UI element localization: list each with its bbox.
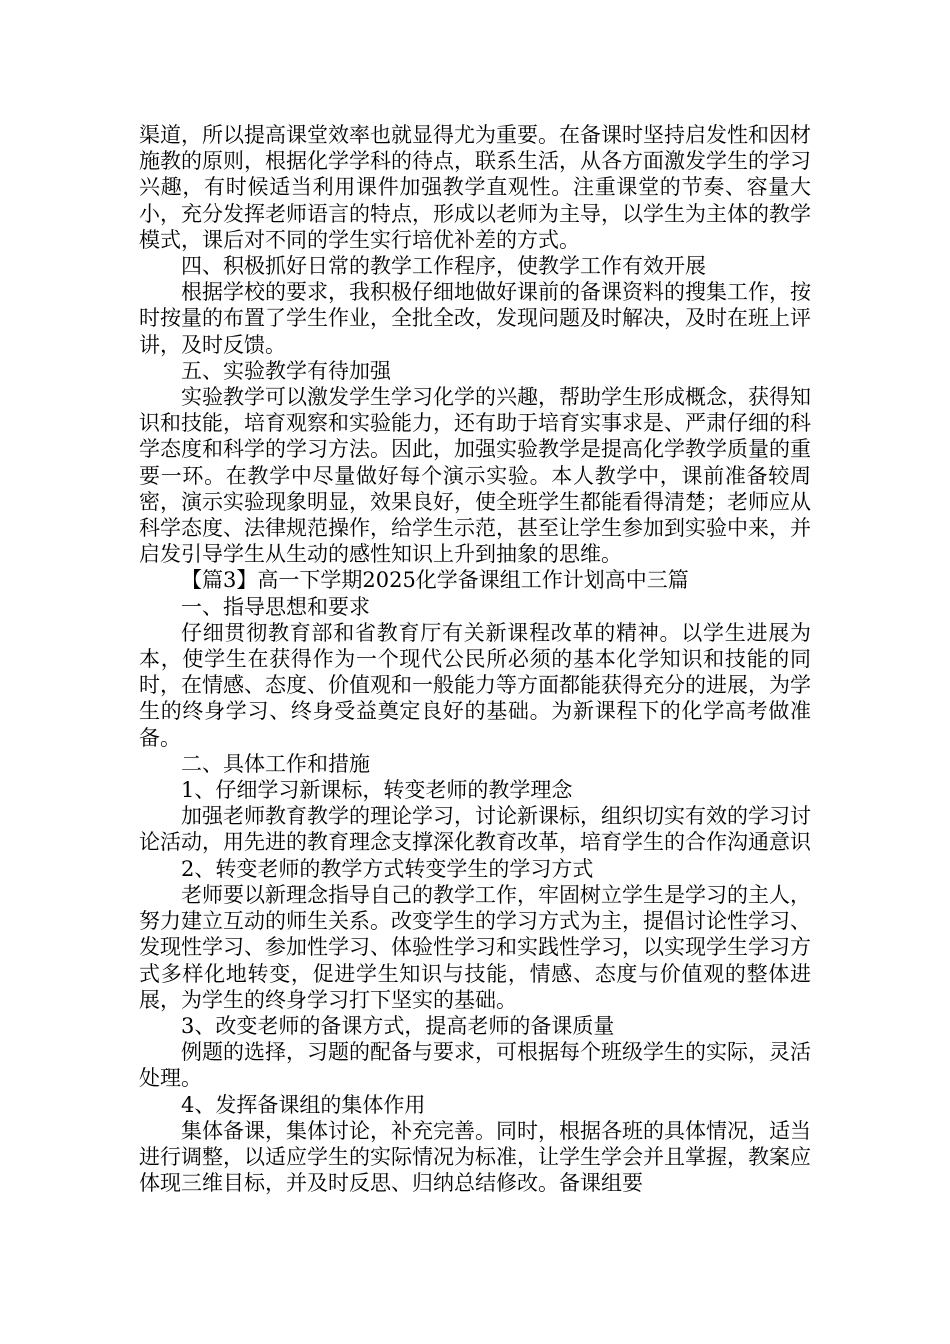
paragraph: 实验教学可以激发学生学习化学的兴趣，帮助学生形成概念，获得知识和技能，培育观察和实验能力，还有助于培育实事求是、严肃仔细的科学态度和科学的学习方法。因此，加强实验教学是提高化学教学质量的重要一环。在教学中尽量做好每个演示实验。本人教学中，课前准备较周密，演示实验现象明显，效果良好，使全班学生都能看得清楚；老师应从科学态度、法律规范操作，给学生示范，甚至让学生参加到实验中来，并启发引导学生从生动的感性知识上升到抽象的思维。 [139, 385, 811, 567]
section-heading: 五、实验教学有待加强 [181, 358, 391, 383]
subsection-heading: 3、改变老师的备课方式，提高老师的备课质量 [181, 1013, 615, 1038]
section-heading: 一、指导思想和要求 [181, 594, 370, 619]
paragraph: 仔细贯彻教育部和省教育厅有关新课程改革的精神。以学生进展为本，使学生在获得作为一个现代公民所必须的基本化学知识和技能的同时，在情感、态度、价值观和一般能力等方面都能获得充分的进展，为学生的终身学习、终身受益奠定良好的基础。为新课程下的化学高考做准备。 [139, 620, 811, 750]
section-heading: 二、具体工作和措施 [181, 751, 370, 776]
paragraph: 根据学校的要求，我积极仔细地做好课前的备课资料的搜集工作，按时按量的布置了学生作业，全批全改，发现问题及时解决，及时在班上评讲，及时反馈。 [139, 280, 811, 357]
paragraph: 老师要以新理念指导自己的教学工作，牢固树立学生是学习的主人，努力建立互动的师生关系。改变学生的学习方式为主，提倡讨论性学习、发现性学习、参加性学习、体验性学习和实践性学习，以实现学生学习方式多样化地转变，促进学生知识与技能，情感、态度与价值观的整体进展，为学生的终身学习打下坚实的基础。 [139, 882, 811, 1012]
paragraph: 集体备课，集体讨论，补充完善。同时，根据各班的具体情况，适当进行调整，以适应学生的实际情况为标准，让学生学会并且掌握，教案应体现三维目标，并及时反思、归纳总结修改。备课组要 [139, 1118, 811, 1196]
article-title: 【篇3】高一下学期2025化学备课组工作计划高中三篇 [181, 568, 689, 593]
subsection-heading: 4、发挥备课组的集体作用 [181, 1092, 426, 1117]
document-page [139, 122, 811, 1196]
subsection-heading: 1、仔细学习新课标，转变老师的教学理念 [181, 778, 573, 803]
paragraph: 例题的选择，习题的配备与要求，可根据每个班级学生的实际，灵活处理。 [139, 1040, 811, 1091]
section-heading: 四、积极抓好日常的教学工作程序，使教学工作有效开展 [181, 254, 706, 279]
subsection-heading: 2、转变老师的教学方式转变学生的学习方式 [181, 856, 594, 881]
paragraph: 渠道，所以提高课堂效率也就显得尤为重要。在备课时坚持启发性和因材施教的原则，根据化学学科的待点，联系生活，从各方面激发学生的学习兴趣，有时候适当利用课件加强教学直观性。注重课堂的节奏、容量大小，充分发挥老师语言的特点，形成以老师为主导，以学生为主体的教学模式，课后对不同的学生实行培优补差的方式。 [139, 123, 811, 252]
paragraph: 加强老师教育教学的理论学习，讨论新课标，组织切实有效的学习讨论活动，用先进的教育理念支撑深化教育改革，培育学生的合作沟通意识 [139, 804, 811, 855]
